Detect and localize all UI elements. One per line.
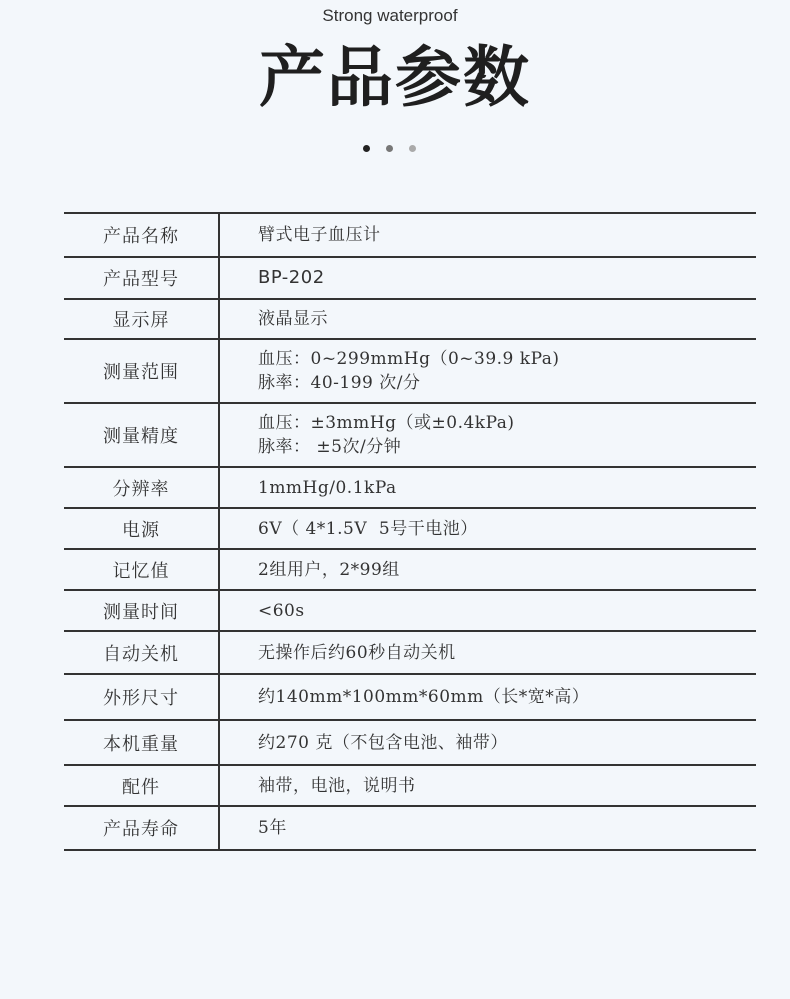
spec-label: 显示屏 — [64, 299, 219, 339]
spec-value — [219, 765, 756, 806]
spec-value — [219, 257, 756, 299]
indicator-dot — [386, 145, 393, 152]
spec-value-line: 液晶显示 — [258, 309, 328, 329]
subtitle: Strong waterproof — [322, 6, 458, 25]
spec-value-line: 无操作后约60秒自动关机 — [258, 642, 456, 663]
indicator-dot — [409, 145, 416, 152]
spec-value-line: 5年 — [258, 818, 287, 838]
spec-label: 测量时间 — [64, 590, 219, 631]
spec-label: 分辨率 — [64, 467, 219, 508]
spec-row — [64, 631, 756, 674]
spec-value — [219, 508, 756, 549]
spec-row — [64, 674, 756, 720]
spec-value — [219, 213, 756, 257]
spec-label: 电源 — [64, 508, 219, 549]
spec-value-line: 约140mm*100mm*60mm（长*宽*高） — [258, 687, 590, 707]
spec-row — [64, 549, 756, 590]
spec-value-line: <60s — [258, 600, 305, 621]
spec-row — [64, 299, 756, 339]
spec-value — [219, 674, 756, 720]
spec-row — [64, 467, 756, 508]
spec-row — [64, 213, 756, 257]
spec-row — [64, 508, 756, 549]
spec-label: 产品寿命 — [64, 806, 219, 850]
spec-row — [64, 403, 756, 467]
spec-row — [64, 720, 756, 765]
spec-row — [64, 765, 756, 806]
spec-value-line: 臂式电子血压计 — [258, 225, 381, 245]
spec-label: 配件 — [64, 765, 219, 806]
spec-value-line: 血压：0~299mmHg（0~39.9 kPa) — [258, 349, 560, 369]
spec-label: 本机重量 — [64, 720, 219, 765]
spec-label: 产品型号 — [64, 257, 219, 299]
spec-label: 产品名称 — [64, 213, 219, 257]
spec-value — [219, 299, 756, 339]
spec-label: 记忆值 — [64, 549, 219, 590]
spec-value — [219, 467, 756, 508]
spec-value-line: 1mmHg/0.1kPa — [258, 477, 397, 498]
spec-value — [219, 549, 756, 590]
spec-row — [64, 590, 756, 631]
page-title: 产品参数 — [259, 39, 531, 116]
spec-label: 测量精度 — [64, 403, 219, 467]
spec-value — [219, 590, 756, 631]
spec-value-line: 脉率：40-199 次/分 — [258, 373, 421, 393]
spec-value-line: BP-202 — [258, 267, 325, 288]
spec-value-line: 约270 克（不包含电池、袖带） — [258, 732, 508, 753]
spec-value — [219, 806, 756, 850]
indicator-dot-active — [363, 145, 370, 152]
carousel-indicator — [363, 145, 416, 152]
spec-table — [64, 212, 756, 851]
spec-value — [219, 403, 756, 467]
spec-row — [64, 339, 756, 403]
spec-row — [64, 806, 756, 850]
spec-label: 自动关机 — [64, 631, 219, 674]
spec-value-line: 袖带，电池，说明书 — [258, 775, 416, 796]
spec-row — [64, 257, 756, 299]
spec-value — [219, 631, 756, 674]
spec-label: 测量范围 — [64, 339, 219, 403]
spec-label: 外形尺寸 — [64, 674, 219, 720]
spec-value — [219, 339, 756, 403]
spec-value-line: 脉率： ±5次/分钟 — [258, 437, 402, 457]
spec-value-line: 6V（ 4*1.5V 5号干电池） — [258, 518, 478, 539]
spec-value-line: 2组用户，2*99组 — [258, 559, 400, 580]
spec-value — [219, 720, 756, 765]
spec-value-line: 血压：±3mmHg（或±0.4kPa) — [258, 413, 515, 433]
